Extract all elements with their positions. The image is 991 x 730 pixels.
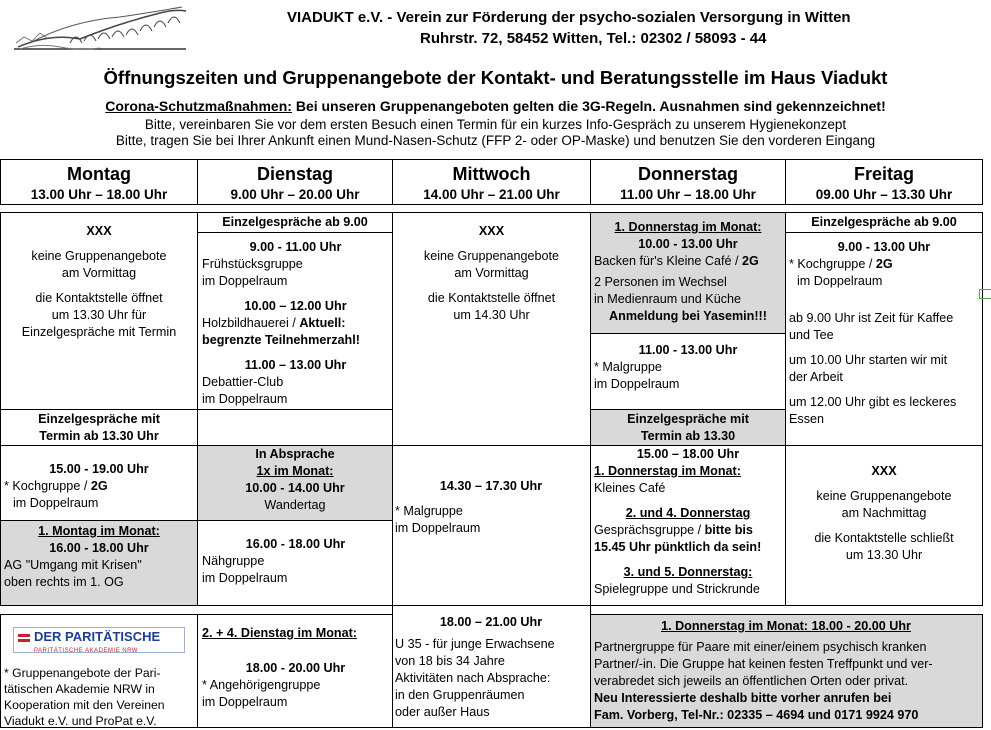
room-label: im Doppelraum — [594, 377, 680, 391]
schedule-heading: 1. Montag im Monat: — [38, 524, 160, 538]
donnerstag-malgruppe — [590, 333, 786, 410]
dienstag-morning-cell — [197, 232, 393, 410]
time-label: 9.00 - 11.00 Uhr — [249, 240, 342, 254]
text-line: oder außer Haus — [395, 705, 490, 719]
time-label: 15.00 - 19.00 Uhr — [49, 462, 149, 476]
text-line: in Medienraum und Küche — [594, 292, 742, 306]
time-label: 18.00 – 21.00 Uhr — [439, 615, 543, 629]
day-hours: 9.00 Uhr – 20.00 Uhr — [230, 187, 360, 202]
group-name: * Angehörigengruppe — [202, 678, 321, 692]
schedule-heading: 3. und 5. Donnerstag: — [623, 565, 753, 579]
mittwoch-malgruppe — [392, 445, 591, 606]
day-hours: 13.00 Uhr – 18.00 Uhr — [30, 187, 168, 202]
day-hours: 11.00 Uhr – 18.00 Uhr — [620, 187, 756, 202]
time-label: 9.00 - 13.00 Uhr — [837, 240, 931, 254]
text-line: um 12.00 Uhr gibt es leckeres — [789, 395, 957, 409]
corona-text: Bei unseren Gruppenangeboten gelten die 3G-Regeln. Ausnahmen sind gekennzeichnet! — [291, 98, 886, 114]
schedule-heading: 2. + 4. Dienstag im Monat: — [202, 626, 358, 640]
day-name: Montag — [67, 164, 131, 184]
group-name: Wandertag — [264, 498, 326, 512]
rule-tag: 2G — [742, 254, 759, 268]
text-line: Kooperation mit den Vereinen — [4, 698, 165, 712]
org-name: VIADUKT e.V. - Verein zur Förderung der psycho-sozialen Versorgung in Witten — [287, 9, 851, 26]
text-line: keine Gruppenangebote — [816, 489, 952, 503]
text-line: keine Gruppenangebote — [423, 249, 560, 263]
text-line: * Gruppenangebote der Pari- — [4, 666, 161, 680]
text-line: U 35 - für junge Erwachsene — [395, 637, 555, 651]
text-line: Viadukt e.V. und ProPat e.V. — [4, 714, 157, 728]
room-label: im Doppelraum — [202, 695, 288, 709]
text-line: oben rechts im 1. OG — [4, 575, 124, 589]
org-address: Ruhrstr. 72, 58452 Witten, Tel.: 02302 / 58093 - 44 — [420, 30, 767, 47]
corona-notice — [0, 98, 991, 114]
text-line: ab 9.00 Uhr ist Zeit für Kaffee — [789, 311, 954, 325]
text-line: AG "Umgang mit Krisen" — [4, 558, 142, 572]
time-label: 16.00 - 18.00 Uhr — [49, 541, 149, 555]
dienstag-wandertag — [197, 445, 393, 521]
text-line: am Vormittag — [61, 266, 137, 280]
room-label: im Doppelraum — [202, 392, 288, 406]
day-header-donnerstag — [590, 159, 786, 205]
time-label: 10.00 – 12.00 Uhr — [244, 299, 347, 313]
day-name: Donnerstag — [637, 164, 738, 184]
text-line: um 13.30 Uhr — [845, 548, 923, 562]
text-line: Partner/-in. Die Gruppe hat keinen festen Treffpunkt und ver- — [594, 657, 933, 671]
montag-krisen-ag — [0, 520, 198, 606]
schedule-heading: 1. Donnerstag im Monat: — [614, 220, 762, 234]
room-label: im Doppelraum — [202, 571, 288, 585]
schedule-heading: 2. und 4. Donnerstag — [625, 506, 751, 520]
text-line: von 18 bis 34 Jahre — [395, 654, 505, 668]
text-line — [789, 256, 979, 273]
text-line: die Kontaktstelle schließt — [814, 531, 954, 545]
text-line — [594, 253, 782, 270]
day-hours: 14.00 Uhr – 21.00 Uhr — [423, 187, 560, 202]
logo-subtitle: PARITÄTISCHE AKADEMIE NRW — [34, 648, 138, 654]
text-line: um 13.30 Uhr für — [51, 308, 147, 322]
donnerstag-afternoon-cell — [590, 445, 786, 606]
text-line: die Kontaktstelle öffnet — [35, 291, 163, 305]
text-line: keine Gruppenangebote — [31, 249, 167, 263]
time-label: 10.00 - 14.00 Uhr — [245, 481, 345, 495]
rule-tag: 2G — [90, 479, 108, 493]
text-line: um 14.30 Uhr — [453, 308, 530, 322]
text-line: Termin ab 13.30 — [640, 429, 736, 443]
placeholder-xxx: XXX — [871, 464, 897, 478]
mittwoch-morning-cell — [392, 212, 591, 446]
group-name: * Kochgruppe / — [4, 479, 91, 493]
schedule-heading: 1. Donnerstag im Monat: 18.00 - 20.00 Uhr — [661, 619, 911, 633]
group-name: Backen für's Kleine Café / — [594, 254, 743, 268]
text-line: Einzelgespräche mit — [38, 412, 160, 426]
time-label: 11.00 - 13.00 Uhr — [638, 343, 738, 357]
time-label: 15.00 – 18.00 Uhr — [636, 447, 740, 461]
text-line: Partnergruppe für Paare mit einer/einem psychisch kranken — [594, 640, 927, 654]
text-line: Aktivitäten nach Absprache: — [395, 671, 551, 685]
dienstag-einzelgespraeche — [197, 212, 393, 233]
text-line: in den Gruppenräumen — [395, 688, 525, 702]
notice-line-1: Bitte, vereinbaren Sie vor dem ersten Besuch einen Termin für ein kurzes Info-Gespräch zu unserem Hygienekonzept — [144, 117, 847, 132]
group-name: * Malgruppe — [594, 360, 662, 374]
group-name: Gesprächsgruppe / — [594, 523, 705, 537]
dienstag-naehgruppe — [197, 520, 393, 606]
group-name: * Kochgruppe / — [789, 257, 876, 271]
corona-label: Corona-Schutzmaßnahmen: — [105, 98, 292, 114]
group-name: Holzbildhauerei / — [202, 316, 300, 330]
text-line: Essen — [789, 412, 825, 426]
group-name: Nähgruppe — [202, 554, 265, 568]
text-line: Einzelgespräche ab 9.00 — [222, 215, 368, 229]
donnerstag-backen — [590, 212, 786, 334]
paritaetische-logo — [13, 627, 185, 653]
notice-line-2: Bitte, tragen Sie bei Ihrer Ankunft einen Mund-Nasen-Schutz (FFP 2- oder OP-Maske) und benutzen Sie den vorderen Eingang — [115, 133, 876, 148]
text-line: und Tee — [789, 328, 834, 342]
day-header-mittwoch — [392, 159, 591, 205]
schedule-heading: 1. Donnerstag im Monat: — [594, 464, 741, 478]
text-line: Termin ab 13.30 Uhr — [39, 429, 159, 443]
group-name: * Malgruppe — [395, 504, 463, 518]
schedule-heading: 1x im Monat: — [256, 464, 334, 478]
text-line — [202, 315, 389, 332]
group-name: Spielegruppe und Strickrunde — [594, 582, 760, 596]
placeholder-xxx: XXX — [478, 224, 505, 238]
text-line: die Kontaktstelle öffnet — [427, 291, 556, 305]
room-label: im Doppelraum — [13, 496, 99, 510]
dienstag-spacer-cell — [197, 409, 393, 446]
viaduct-logo-icon — [10, 3, 190, 55]
text-line: am Nachmittag — [841, 506, 927, 520]
text-line — [1, 478, 197, 495]
freitag-afternoon-cell — [785, 445, 983, 606]
time-label: 18.00 - 20.00 Uhr — [245, 661, 346, 675]
text-line: 2 Personen im Wechsel — [594, 275, 727, 289]
day-name: Freitag — [853, 164, 914, 184]
time-label: 10.00 - 13.00 Uhr — [638, 237, 738, 251]
page-header — [0, 0, 991, 160]
registration-note: Anmeldung bei Yasemin!!! — [609, 309, 767, 323]
logo-name: DER PARITÄTISCHE — [34, 629, 161, 644]
text-line: In Absprache — [255, 447, 335, 461]
montag-morning-cell — [0, 212, 198, 410]
text-line: Einzelgespräche mit Termin — [21, 325, 177, 339]
note-bold: Aktuell: — [299, 316, 346, 330]
note-bold: Neu Interessierte deshalb bitte vorher anrufen bei — [594, 691, 892, 705]
placeholder-xxx: XXX — [86, 224, 112, 238]
text-line: um 10.00 Uhr starten wir mit — [789, 353, 948, 367]
day-header-freitag — [785, 159, 983, 205]
room-label: im Doppelraum — [202, 274, 288, 288]
day-hours: 09.00 Uhr – 13.30 Uhr — [815, 187, 953, 202]
time-label: 14.30 – 17.30 Uhr — [439, 479, 543, 493]
paritaetische-cell — [0, 614, 198, 728]
note-bold: 15.45 Uhr pünktlich da sein! — [594, 540, 762, 554]
time-label: 16.00 - 18.00 Uhr — [245, 537, 346, 551]
donnerstag-einzelgespraeche — [590, 409, 786, 446]
text-line: Einzelgespräche ab 9.00 — [811, 215, 957, 229]
group-name: Frühstücksgruppe — [202, 257, 303, 271]
note-bold: bitte bis — [704, 523, 753, 537]
day-name: Dienstag — [256, 164, 334, 184]
room-label: im Doppelraum — [797, 274, 883, 288]
montag-kochgruppe — [0, 445, 198, 521]
day-header-montag — [0, 159, 198, 205]
text-line — [594, 522, 782, 539]
paritaetische-mark-icon — [18, 634, 30, 637]
room-label: im Doppelraum — [395, 521, 481, 535]
day-header-dienstag — [197, 159, 393, 205]
dienstag-angehoerigengruppe — [197, 614, 393, 728]
text-line: tätischen Akademie NRW in — [4, 682, 155, 696]
row-marker — [979, 289, 991, 299]
contact-phone: Fam. Vorberg, Tel-Nr.: 02335 – 4694 und 0171 9924 970 — [594, 708, 919, 722]
text-line: Einzelgespräche mit — [627, 412, 749, 426]
mittwoch-u35 — [392, 605, 591, 728]
montag-einzelgespraeche — [0, 409, 198, 446]
text-line: der Arbeit — [789, 370, 843, 384]
time-label: 11.00 – 13.00 Uhr — [244, 358, 347, 372]
group-name: Kleines Café — [594, 481, 666, 495]
schedule-table — [0, 159, 983, 611]
donnerstag-partnergruppe — [590, 614, 983, 728]
text-line: am Vormittag — [454, 266, 529, 280]
note-bold: begrenzte Teilnehmerzahl! — [202, 333, 360, 347]
group-name: Debattier-Club — [202, 375, 284, 389]
freitag-einzelgespraeche — [785, 212, 983, 233]
text-line: verabredet sich jeweils an öffentlichen Orten oder privat. — [594, 674, 909, 688]
day-name: Mittwoch — [452, 164, 531, 184]
page-title: Öffnungszeiten und Gruppenangebote der Kontakt- und Beratungsstelle im Haus Viadukt — [103, 67, 888, 88]
rule-tag: 2G — [875, 257, 893, 271]
freitag-morning-cell — [785, 232, 983, 446]
